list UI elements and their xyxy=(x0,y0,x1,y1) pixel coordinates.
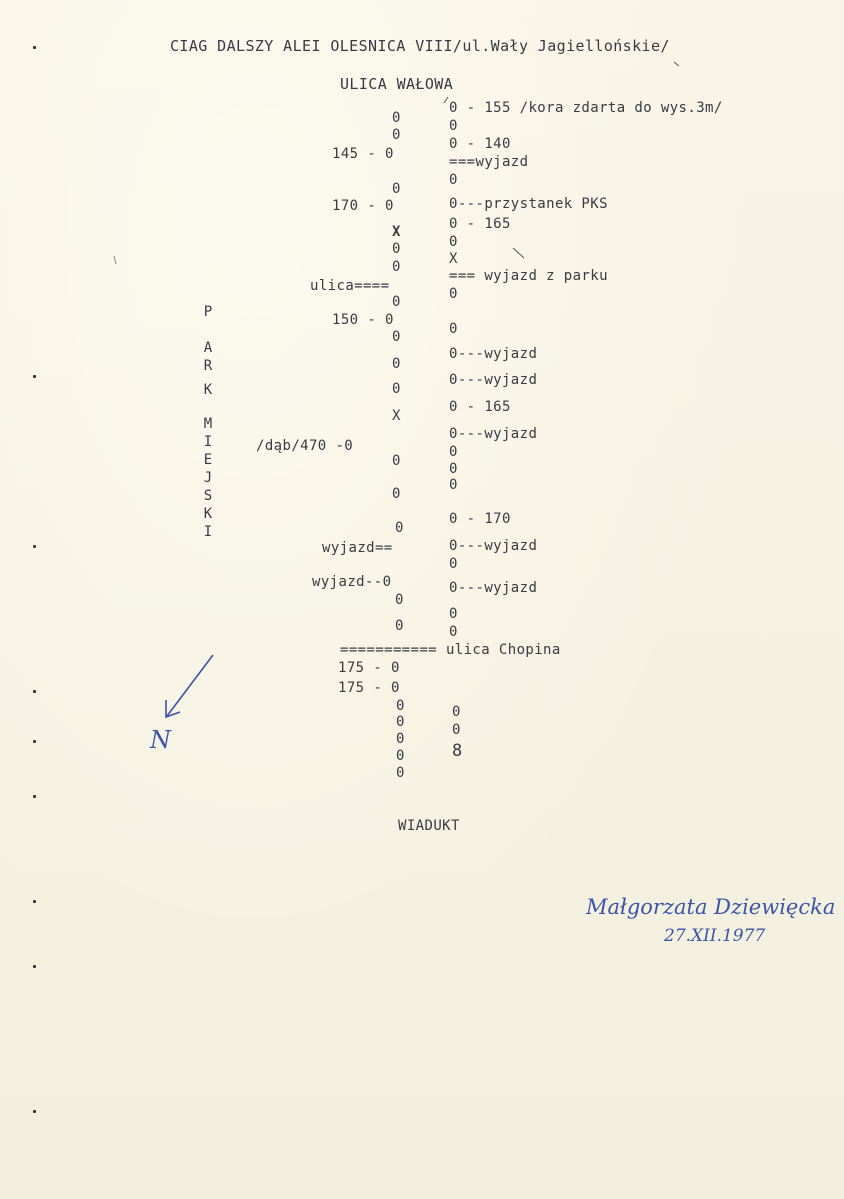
right-entry: 0 xyxy=(449,444,458,460)
left-entry: 0 xyxy=(392,329,401,345)
left-entry-exit: wyjazd== xyxy=(322,540,393,556)
left-entry: 175 - 0 xyxy=(338,660,400,676)
left-entry: 0 xyxy=(392,127,401,143)
right-entry: 0 - 155 /kora zdarta do wys.3m/ xyxy=(449,100,723,116)
right-entry: 0---wyjazd xyxy=(449,346,538,362)
left-entry: 0 xyxy=(395,618,404,634)
left-entry: 170 - 0 xyxy=(332,198,394,214)
park-letter: K xyxy=(203,382,213,398)
left-entry: 145 - 0 xyxy=(332,146,394,162)
left-entry: 0 xyxy=(392,381,401,397)
left-entry: 0 xyxy=(392,453,401,469)
right-entry: 0 xyxy=(449,172,458,188)
right-entry: 0---wyjazd xyxy=(449,372,538,388)
street-left: ulica==== xyxy=(310,278,390,294)
left-entry: X xyxy=(392,224,401,240)
park-letter: I xyxy=(203,434,213,450)
wiadukt-label: WIADUKT xyxy=(398,818,460,834)
left-entry: 0 xyxy=(396,714,405,730)
signature-date: 27.XII.1977 xyxy=(664,926,766,946)
right-entry: 0 - 165 xyxy=(449,216,511,232)
left-entry: 0 xyxy=(396,765,405,781)
right-entry-bus-stop: 0---przystanek PKS xyxy=(449,196,608,212)
right-entry: 0---wyjazd xyxy=(449,580,538,596)
park-letter: M xyxy=(203,416,213,432)
left-entry: 0 xyxy=(392,356,401,372)
right-entry: 0 xyxy=(449,321,458,337)
left-entry: 0 xyxy=(395,592,404,608)
right-entry: ===wyjazd xyxy=(449,154,529,170)
left-entry: 0 xyxy=(392,110,401,126)
park-letter: J xyxy=(203,470,213,486)
document-title: CIAG DALSZY ALEI OLESNICA VIII/ul.Wały Jagiellońskie/ xyxy=(170,37,670,55)
right-entry: 0---wyjazd xyxy=(449,538,538,554)
street-chopina: =========== ulica Chopina xyxy=(340,642,561,658)
right-entry: 0 xyxy=(449,624,458,640)
park-letter: P xyxy=(203,304,213,320)
right-entry: 0 - 170 xyxy=(449,511,511,527)
right-entry-park-exit: === wyjazd z parku xyxy=(449,268,608,284)
right-entry: X xyxy=(449,251,458,267)
street-walowa: ULICA WAŁOWA xyxy=(340,75,454,93)
left-entry: 0 xyxy=(392,294,401,310)
right-entry: 0 xyxy=(449,606,458,622)
right-entry: 8 xyxy=(452,741,463,761)
left-entry-exit: wyjazd--0 xyxy=(312,574,392,590)
right-entry: 0 - 165 xyxy=(449,399,511,415)
left-entry: 0 xyxy=(392,241,401,257)
right-entry: 0 xyxy=(449,286,458,302)
park-letter: I xyxy=(203,524,213,540)
right-entry: 0 xyxy=(449,118,458,134)
right-entry: 0---wyjazd xyxy=(449,426,538,442)
left-entry: 0 xyxy=(392,181,401,197)
left-entry: X xyxy=(392,408,401,424)
left-entry: 0 xyxy=(395,520,404,536)
park-letter: S xyxy=(203,488,213,504)
left-entry: 0 xyxy=(396,698,405,714)
park-letter: E xyxy=(203,452,213,468)
right-entry: 0 xyxy=(449,234,458,250)
right-entry: 0 xyxy=(449,556,458,572)
left-entry: 0 xyxy=(392,259,401,275)
park-letter: K xyxy=(203,506,213,522)
right-entry: 0 xyxy=(449,477,458,493)
left-entry: 150 - 0 xyxy=(332,312,394,328)
north-label: N xyxy=(150,726,171,754)
left-entry: 0 xyxy=(392,486,401,502)
park-letter: R xyxy=(203,358,213,374)
right-entry: 0 xyxy=(452,722,461,738)
left-entry: 0 xyxy=(396,748,405,764)
left-entry: 175 - 0 xyxy=(338,680,400,696)
right-entry: 0 - 140 xyxy=(449,136,511,152)
right-entry: 0 xyxy=(449,461,458,477)
park-letter: A xyxy=(203,340,213,356)
right-entry: 0 xyxy=(452,704,461,720)
signature-name: Małgorzata Dziewięcka xyxy=(586,895,836,919)
left-entry-oak: /dąb/470 -0 xyxy=(256,438,354,454)
left-entry: 0 xyxy=(396,731,405,747)
